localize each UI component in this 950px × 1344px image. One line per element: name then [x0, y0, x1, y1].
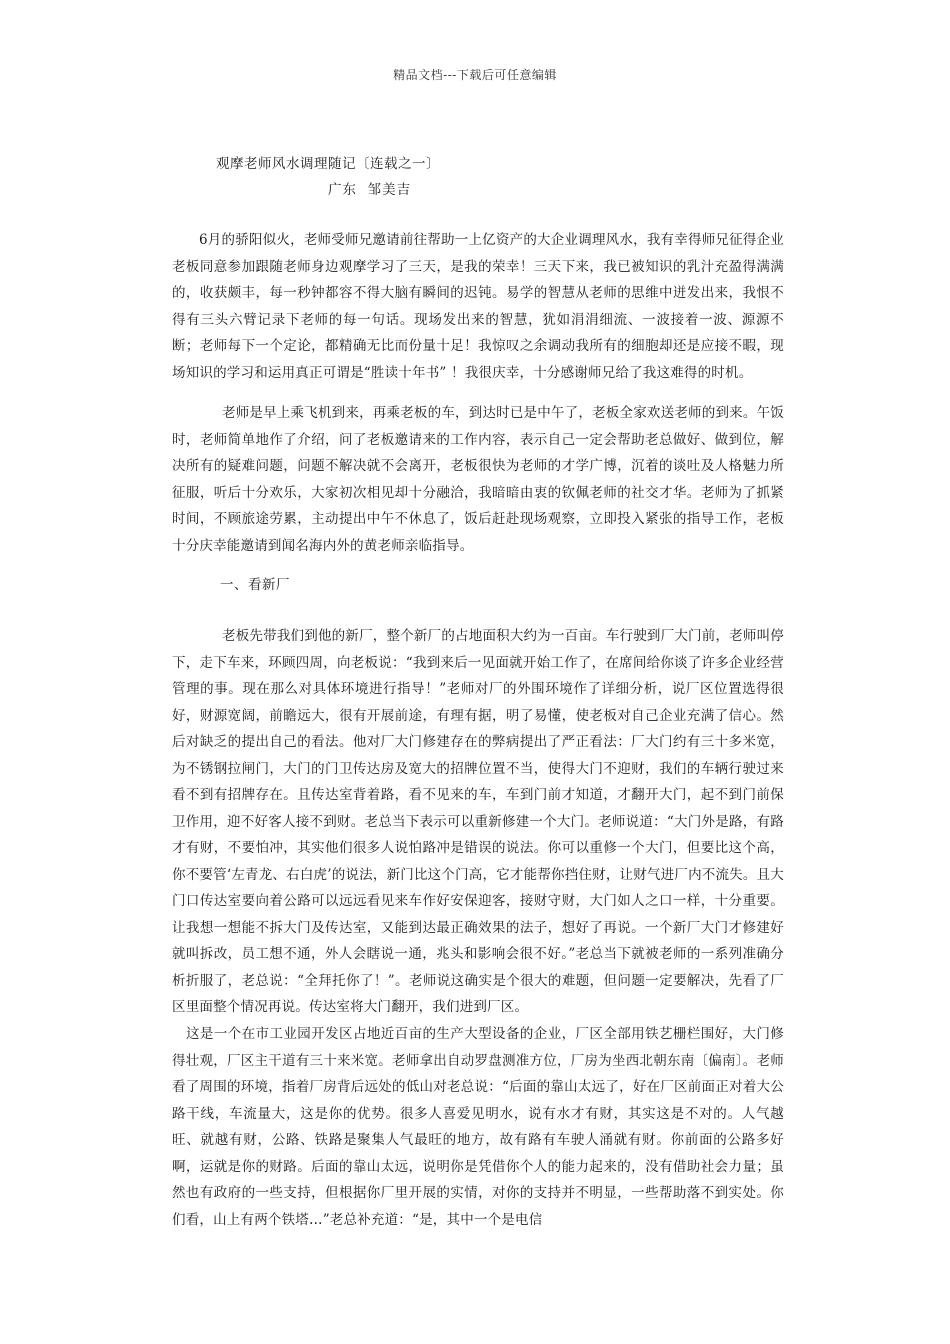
section-heading: 一、看新厂 — [220, 577, 290, 593]
intro-paragraph-block — [172, 227, 784, 386]
article-title: 观摩老师风水调理随记〔连载之一〕 — [216, 156, 440, 172]
arrival-paragraph: 老师是早上乘飞机到来，再乘老板的车，到达时已是中午了，老板全家欢送老师的到来。午饭时，老师简单地作了介绍，问了老板邀请来的工作内容，表示自己一定会帮助老总做好、做到位，解决所有的疑难问题，问题不解决就不会离开，老板很快为老师的才学广博，沉着的谈吐及人格魅力所征服，听后十分欢乐，大家初次相见却十分融洽，我暗暗由衷的钦佩老师的社交才华。老师为了抓紧时间，不顾旅途劳累，主动提出中午不休息了，饭后赶赴现场观察，立即投入紧张的指导工作，老板十分庆幸能邀请到闻名海内外的黄老师亲临指导。 — [172, 405, 784, 554]
new-factory-paragraph-block — [172, 623, 784, 1021]
factory-area-paragraph-block — [172, 1021, 784, 1233]
article-author: 广东 邹美吉 — [328, 182, 412, 198]
header-note: 精品文档---下载后可任意编辑 — [393, 68, 557, 82]
arrival-paragraph-block — [172, 400, 784, 559]
intro-paragraph: 6月的骄阳似火，老师受师兄邀请前往帮助一上亿资产的大企业调理风水，我有幸得师兄征得企业老板同意参加跟随老师身边观摩学习了三天，是我的荣幸！三天下来，我已被知识的乳汁充盈得满满的，收获颇丰，每一秒钟都容不得大脑有瞬间的迟钝。易学的智慧从老师的思维中迸发出来，我恨不得有三头六臂记录下老师的每一句话。现场发出来的智慧，犹如涓涓细流、一波接着一波、源源不断；老师每下一个定论，都精确无比而份量十足！我惊叹之余调动我所有的细胞却还是应接不暇，现场知识的学习和运用真正可谓是“胜读十年书” ！我很庆幸，十分感谢师兄给了我这难得的时机。 — [172, 232, 784, 381]
new-factory-paragraph: 老板先带我们到他的新厂，整个新厂的占地面积大约为一百亩。车行驶到厂大门前，老师叫停下，走下车来，环顾四周，向老板说：“我到来后一见面就开始工作了，在席间给你谈了许多企业经营管理的事。现在那么对具体环境进行指导！”老师对厂的外围环境作了详细分析，说厂区位置选得很好，财源宽阔，前瞻远大，很有开展前途，有理有据，明了易懂，使老板对自己企业充满了信心。然后对缺乏的提出自己的看法。他对厂大门修建存在的弊病提出了严正看法：厂大门约有三十多米宽，为不锈钢拉闸门，大门的门卫传达房及宽大的招牌位置不当，使得大门不迎财，我们的车辆行驶过来看不到有招牌存在。且传达室背着路，看不见来的车，车到门前才知道，才翻开大门，起不到门前保卫作用，迎不好客人接不到财。老总当下表示可以重新修建一个大门。老师说道：“大门外是路，有路才有财，不要怕冲，其实他们很多人说怕路冲是错误的说法。你可以重修一个大门，但要比这个高，你不要管‘左青龙、右白虎’的说法，新门比这个门高，它才能帮你挡住财，让财气进厂内不流失。且大门口传达室要向着公路可以远远看见来车作好安保迎客，接财守财，大门如人之口一样，十分重要。让我想一想能不拆大门及传达室，又能到达最正确效果的法子，想好了再说。一个新厂大门才修建好就叫拆改，员工想不通，外人会瞎说一通，兆头和影响会很不好。”老总当下就被老师的一系列准确分析折服了，老总说：“全拜托你了！”。老师说这确实是个很大的难题，但问题一定要解决，先看了厂区里面整个情况再说。传达室将大门翻开，我们进到厂区。 — [172, 628, 784, 1015]
factory-area-paragraph: 这是一个在市工业园开发区占地近百亩的生产大型设备的企业，厂区全部用铁艺栅栏围好，大门修得壮观，厂区主干道有三十来米宽。老师拿出自动罗盘测准方位，厂房为坐西北朝东南〔偏南〕。老师看了周围的环境，指着厂房背后远处的低山对老总说：“后面的靠山太远了，好在厂区前面正对着大公路干线，车流量大，这是你的优势。很多人喜爱见明水，说有水才有财，其实这是不对的。人气越旺、就越有财，公路、铁路是聚集人气最旺的地方，故有路有车驶人涌就有财。你前面的公路多好啊，运就是你的财路。后面的靠山太远，说明你是凭借你个人的能力起来的，没有借助社会力量；虽然也有政府的一些支持，但根据你厂里开展的实情，对你的支持并不明显，一些帮助落不到实处。你们看，山上有两个铁塔…”老总补充道：“是，其中一个是电信 — [172, 1026, 784, 1228]
